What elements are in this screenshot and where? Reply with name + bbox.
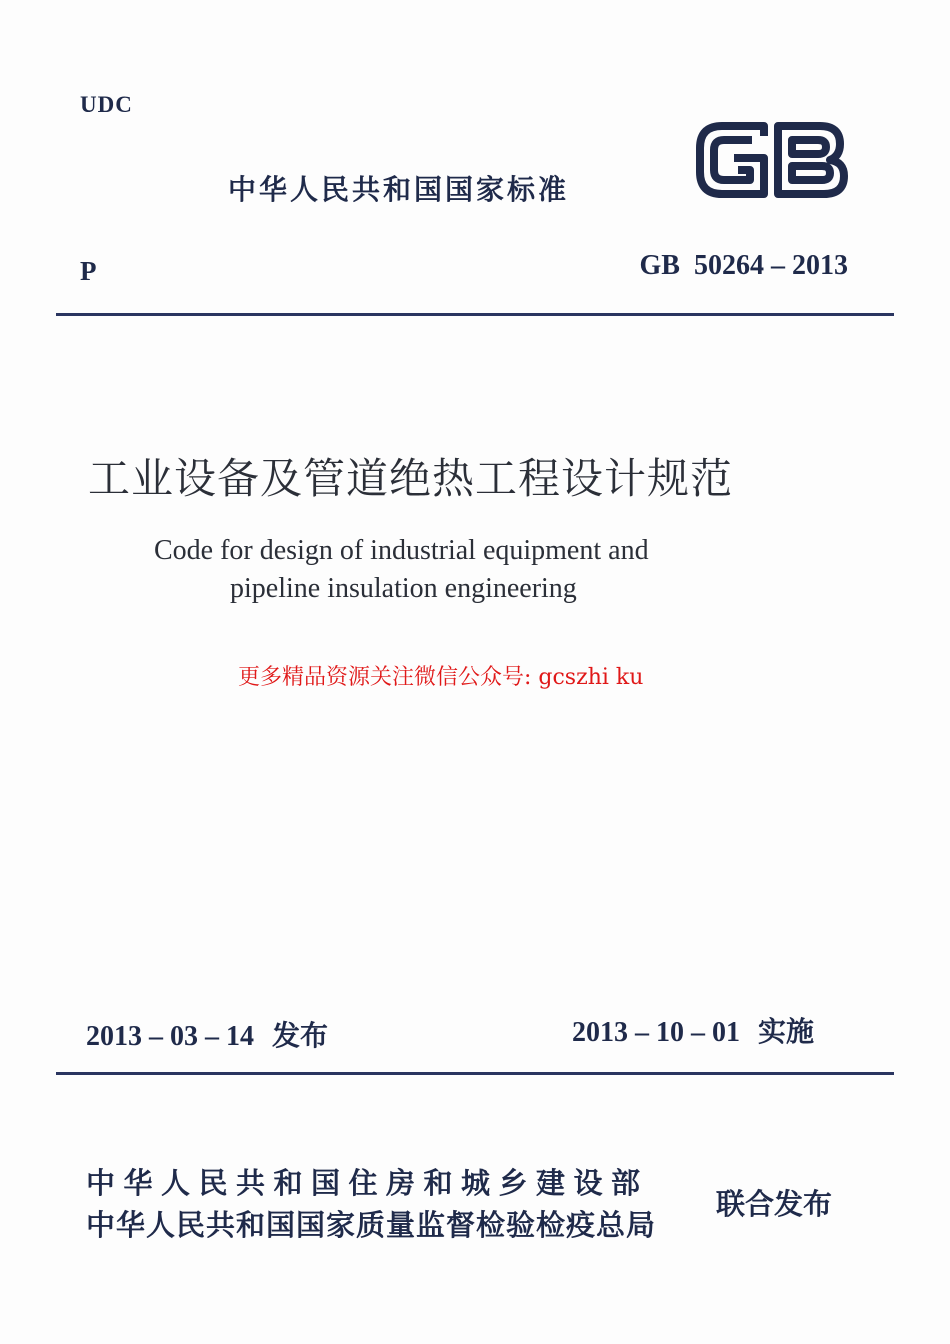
- publisher-line1: 中华人民共和国住房和城乡建设部: [86, 1166, 649, 1200]
- issue-label: 发布: [272, 1019, 329, 1052]
- title-chinese: 工业设备及管道绝热工程设计规范: [88, 454, 734, 503]
- issue-date: 2013 – 03 – 14: [86, 1021, 254, 1052]
- standard-number: GB 50264 – 2013: [639, 250, 848, 281]
- top-divider: [56, 313, 894, 316]
- title-english-line2: pipeline insulation engineering: [230, 573, 577, 604]
- national-standard-heading: 中华人民共和国国家标准: [228, 173, 570, 206]
- effective-label: 实施: [758, 1015, 815, 1048]
- title-english-line1: Code for design of industrial equipment and: [154, 535, 649, 566]
- joint-publish-label: 联合发布: [716, 1187, 833, 1221]
- publisher-line2: 中华人民共和国国家质量监督检验检疫总局: [86, 1208, 657, 1242]
- effective-date-block: [572, 1010, 814, 1050]
- bottom-divider: [56, 1072, 894, 1075]
- title-english: [154, 532, 649, 608]
- effective-date: 2013 – 10 – 01: [572, 1017, 740, 1048]
- issue-date-block: [86, 1014, 328, 1054]
- udc-label: UDC: [80, 92, 133, 117]
- category-code: P: [80, 256, 97, 286]
- gb-logo: [694, 118, 850, 202]
- publisher-block: [86, 1162, 656, 1246]
- watermark-text: 更多精品资源关注微信公众号: gcszhi ku: [238, 665, 644, 690]
